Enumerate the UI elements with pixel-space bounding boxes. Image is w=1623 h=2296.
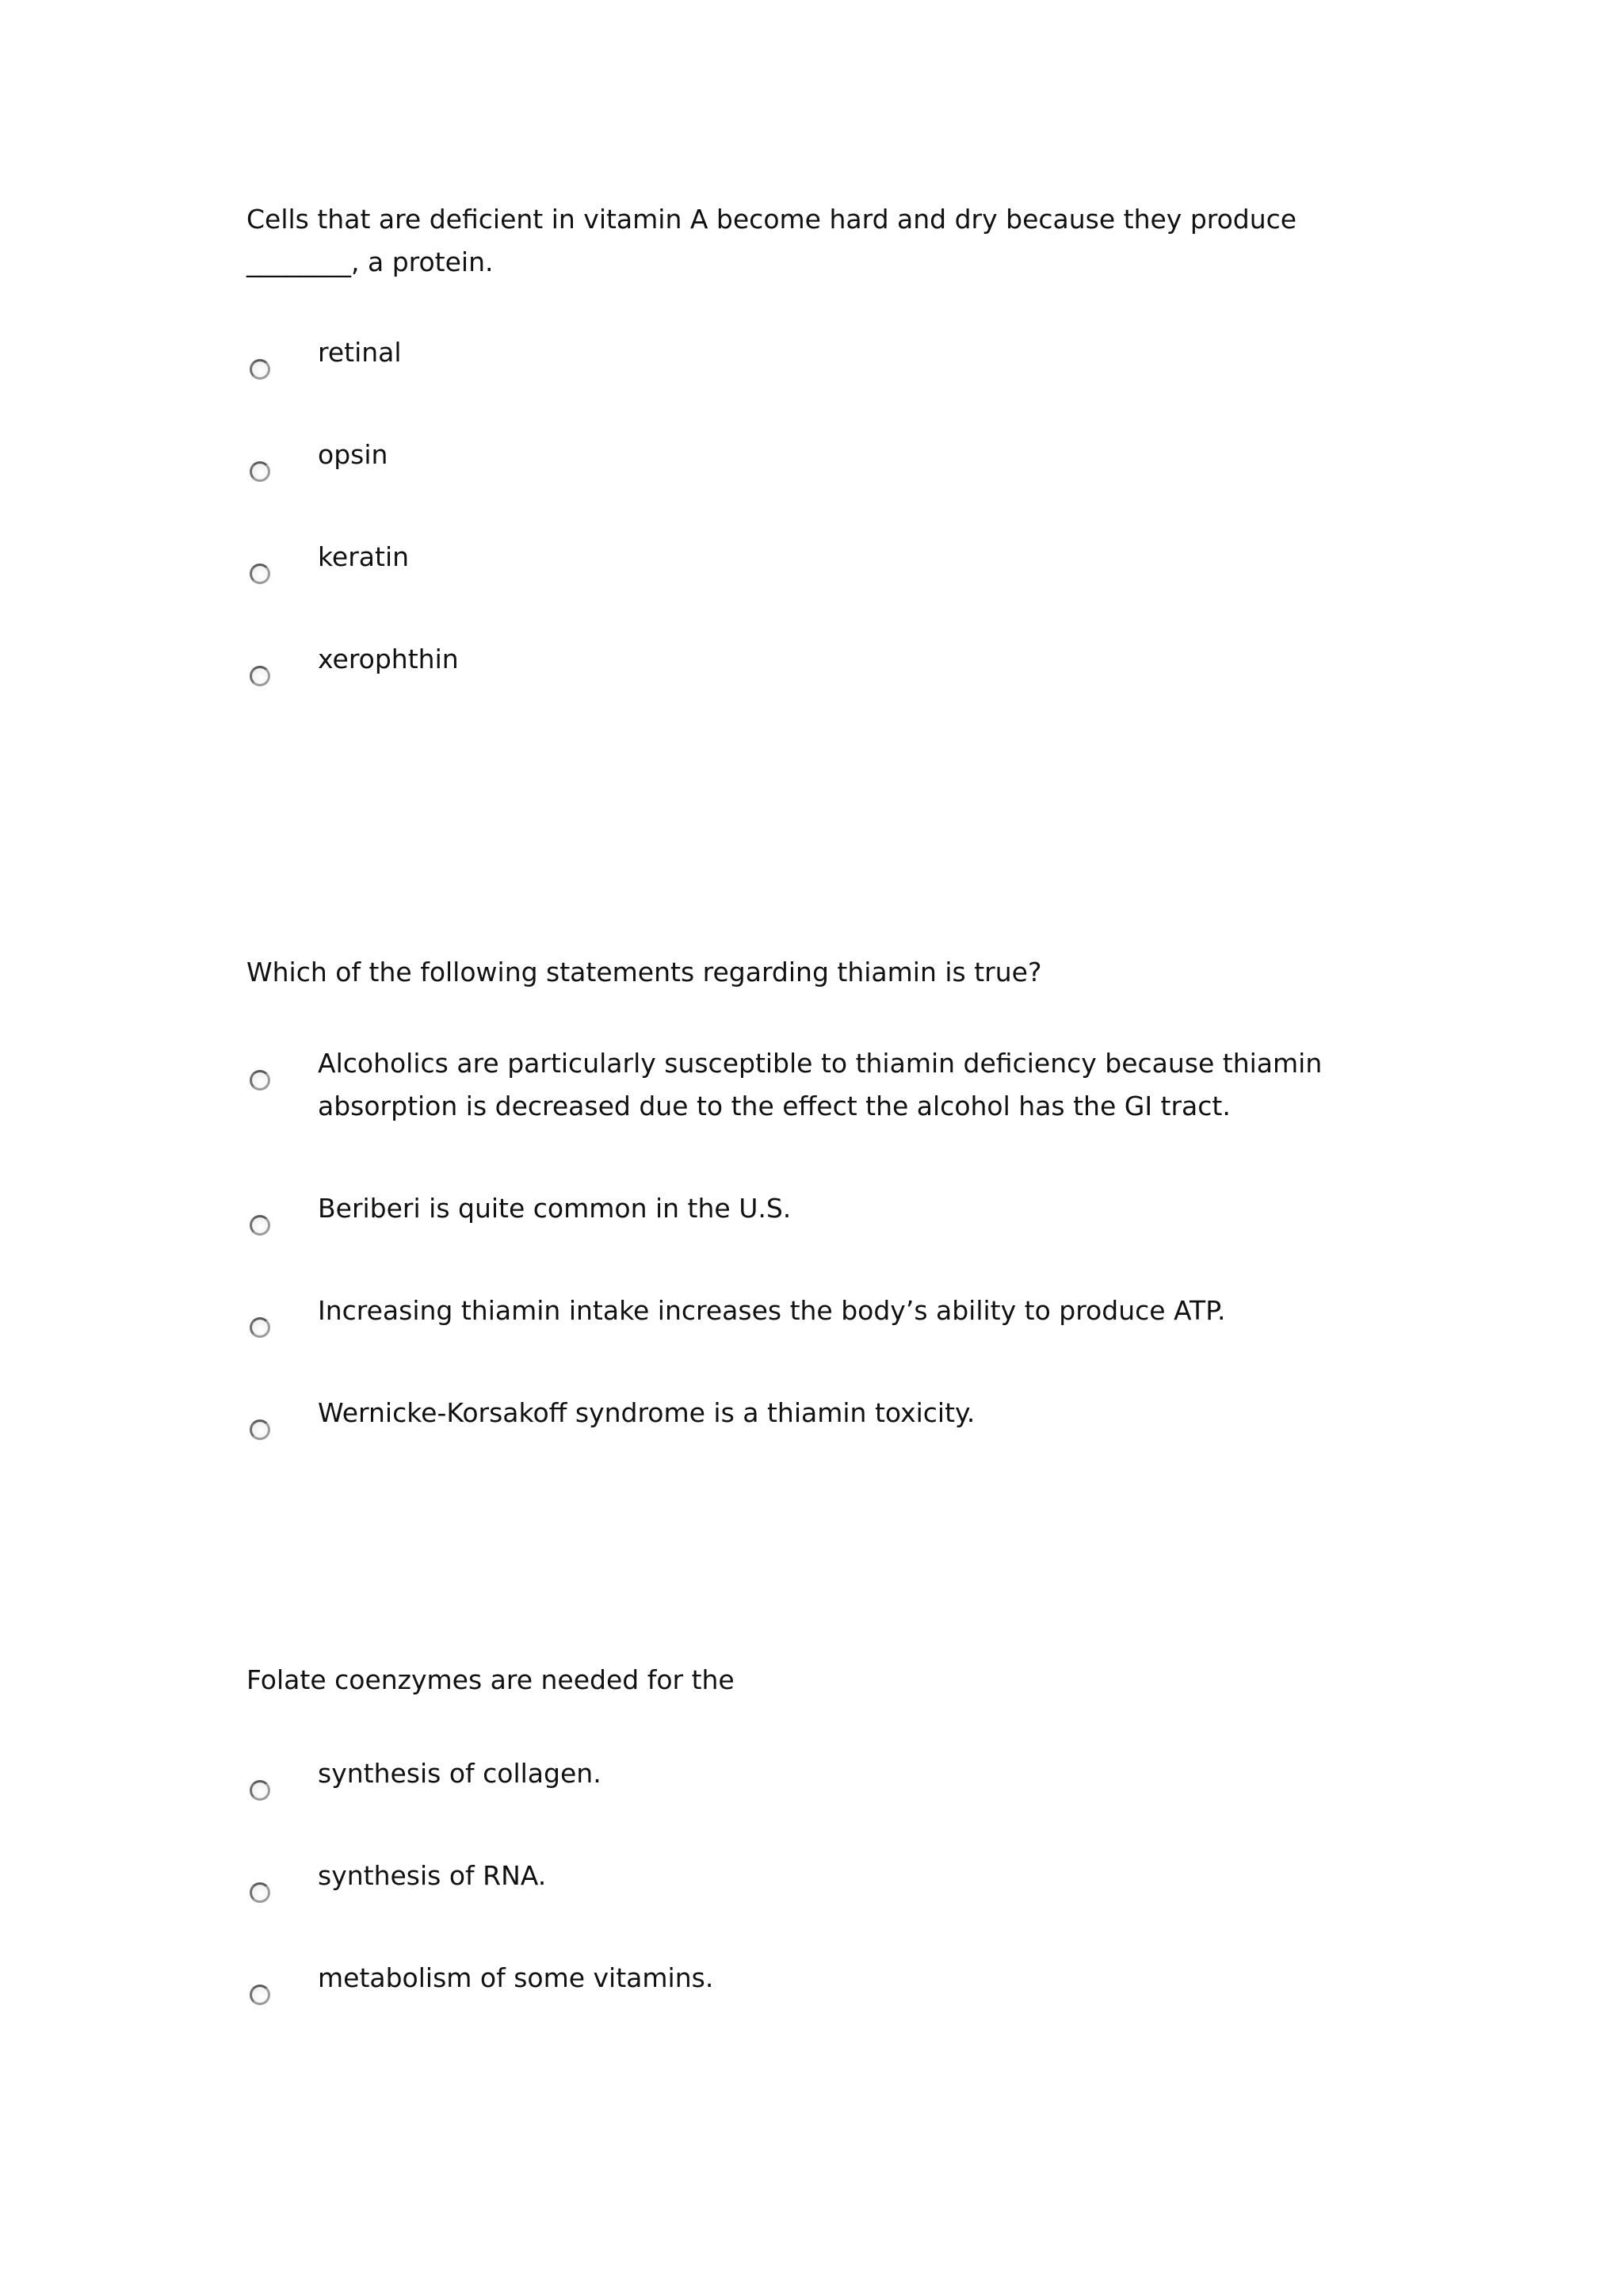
radio-button[interactable] — [250, 666, 270, 686]
question-2 — [246, 951, 1396, 1435]
option-label: keratin — [318, 541, 410, 572]
option-label: Increasing thiamin intake increases the body’s ability to produce ATP. — [318, 1295, 1226, 1326]
question-1-option-c[interactable] — [246, 536, 1396, 638]
option-label: synthesis of collagen. — [318, 1758, 601, 1789]
option-label: Wernicke-Korsakoff syndrome is a thiamin toxicity. — [318, 1397, 976, 1428]
option-label: opsin — [318, 439, 388, 470]
question-1-option-b[interactable] — [246, 434, 1396, 536]
option-label: metabolism of some vitamins. — [318, 1962, 714, 1993]
question-3-text: Folate coenzymes are needed for the — [246, 1664, 735, 1695]
option-label: Beriberi is quite common in the U.S. — [318, 1193, 792, 1224]
radio-button[interactable] — [250, 461, 270, 482]
question-3-option-c[interactable] — [246, 1957, 1396, 2000]
question-1-text: Cells that are deficient in vitamin A become hard and dry because they produce ________, a protein. — [246, 204, 1297, 277]
radio-button[interactable] — [250, 1985, 270, 2005]
radio-button[interactable] — [250, 563, 270, 584]
question-1-option-d[interactable] — [246, 638, 1396, 681]
radio-button[interactable] — [250, 1419, 270, 1440]
radio-button[interactable] — [250, 1070, 270, 1091]
option-label: retinal — [318, 337, 402, 368]
question-1-options — [246, 331, 1396, 681]
question-2-option-b[interactable] — [246, 1187, 1396, 1289]
radio-button[interactable] — [250, 359, 270, 380]
question-2-option-d[interactable] — [246, 1392, 1396, 1435]
question-1-option-a[interactable] — [246, 331, 1396, 434]
question-2-option-c[interactable] — [246, 1289, 1396, 1392]
radio-button[interactable] — [250, 1780, 270, 1801]
question-2-text: Which of the following statements regarding thiamin is true? — [246, 957, 1042, 988]
question-3-option-b[interactable] — [246, 1855, 1396, 1957]
radio-button[interactable] — [250, 1215, 270, 1236]
radio-button[interactable] — [250, 1882, 270, 1903]
question-3-options — [246, 1752, 1396, 2000]
option-label: synthesis of RNA. — [318, 1860, 547, 1891]
question-3-option-a[interactable] — [246, 1752, 1396, 1855]
question-2-option-a[interactable] — [246, 1042, 1396, 1187]
option-label: Alcoholics are particularly susceptible to thiamin deficiency because thiamin absorption is decreased due to the effect the alcohol has the GI tract. — [318, 1048, 1323, 1121]
radio-button[interactable] — [250, 1317, 270, 1338]
question-1 — [246, 198, 1396, 681]
option-label: xerophthin — [318, 644, 459, 674]
question-3 — [246, 1659, 1396, 2000]
question-2-options — [246, 1042, 1396, 1435]
